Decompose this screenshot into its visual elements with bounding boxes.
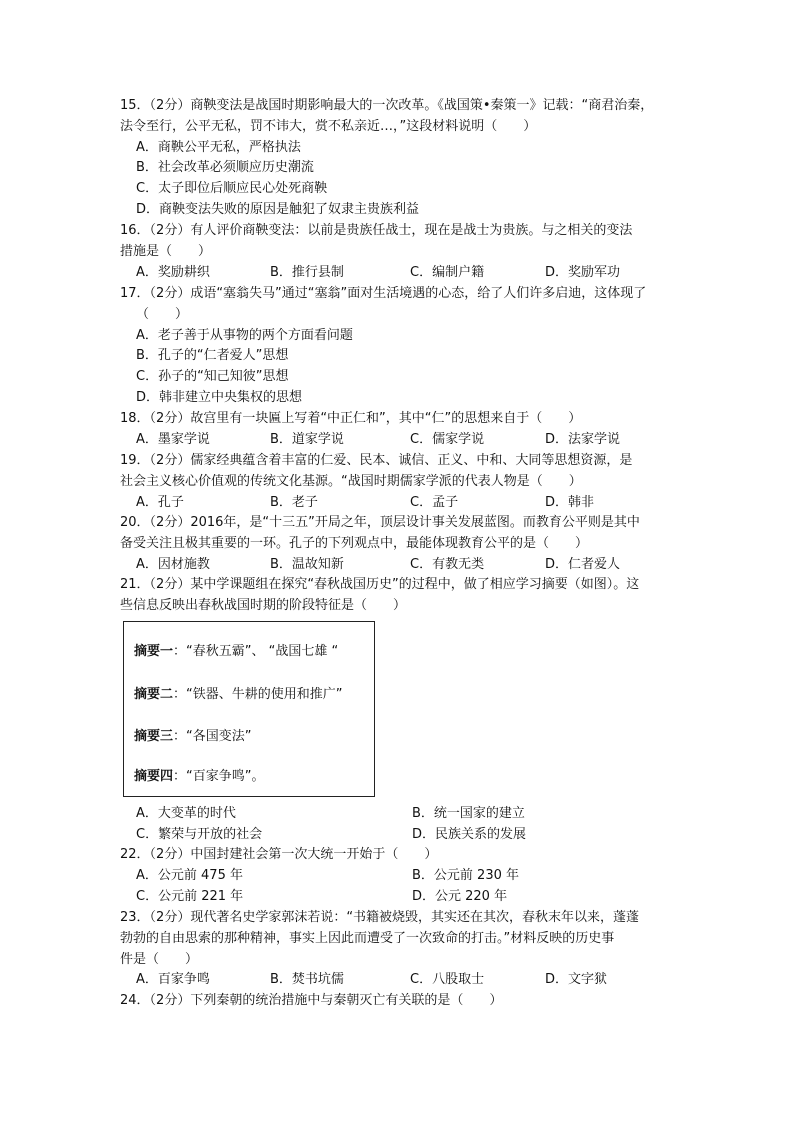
option-a[interactable]: A．孔子 xyxy=(136,494,184,510)
summary-label: 摘要一 xyxy=(134,644,174,659)
option-b[interactable]: B．焚书坑儒 xyxy=(270,972,344,988)
summary-label: 摘要三 xyxy=(134,729,174,744)
option-c[interactable]: C．太子即位后顺应民心处死商鞅 xyxy=(136,181,328,197)
question-stem-line: 20．（2分）2016年，是“十三五”开局之年，顶层设计事关发展蓝图。而教育公平则是其中 xyxy=(120,515,640,530)
question-15 xyxy=(120,96,680,221)
summary-item-4 xyxy=(134,765,265,784)
options-row xyxy=(120,555,680,576)
question-stem-line: 法令至行，公平无私，罚不讳大，赏不私亲近…，”这段材料说明（ ） xyxy=(120,118,537,134)
question-stem-line: 15．（2分）商鞅变法是战国时期影响最大的一次改革。《战国策•秦策一》记载：“商君治秦， xyxy=(120,98,654,113)
question-stem-line: 22．（2分）中国封建社会第一次大统一开始于（ ） xyxy=(120,847,438,862)
options-row xyxy=(120,970,680,991)
options-row xyxy=(120,430,680,451)
option-d[interactable]: D．仁者爱人 xyxy=(545,556,621,572)
option-c[interactable]: C．八股取士 xyxy=(410,972,485,988)
option-d[interactable]: D．民族关系的发展 xyxy=(412,826,527,842)
question-stem-line: 备受关注且极其重要的一环。孔子的下列观点中，最能体现教育公平的是（ ） xyxy=(120,535,589,551)
question-17 xyxy=(120,284,680,409)
question-stem-line: 措施是（ ） xyxy=(120,243,212,259)
option-c[interactable]: C．繁荣与开放的社会 xyxy=(136,826,263,842)
summary-label: 摘要四 xyxy=(134,769,174,784)
question-stem-line: 勃勃的自由思索的那种精神，事实上因此而遭受了一次致命的打击。”材料反映的历史事 xyxy=(120,930,615,946)
option-d[interactable]: D．奖励军功 xyxy=(545,264,621,280)
summary-item-1 xyxy=(134,640,338,659)
options-row xyxy=(120,493,680,514)
option-d[interactable]: D．商鞅变法失败的原因是触犯了奴隶主贵族利益 xyxy=(136,201,420,217)
option-a[interactable]: A．老子善于从事物的两个方面看问题 xyxy=(136,327,353,343)
question-22 xyxy=(120,845,680,907)
option-b[interactable]: B．道家学说 xyxy=(270,431,344,447)
question-stem-line: 23．（2分）现代著名史学家郭沫若说：“书籍被烧毁，其实还在其次，春秋末年以来，蓬蓬 xyxy=(120,910,640,925)
summary-label: 摘要二 xyxy=(134,687,174,702)
question-20 xyxy=(120,513,680,575)
question-stem-line: 18．（2分）故宫里有一块匾上写着“中正仁和”，其中“仁”的思想来自于（ ） xyxy=(120,411,582,426)
options-row xyxy=(120,866,680,887)
question-stem-line: 些信息反映出春秋战国时期的阶段特征是（ ） xyxy=(120,597,407,613)
question-21 xyxy=(120,575,680,617)
question-stem-line: （ ） xyxy=(136,306,189,322)
question-stem-line: 社会主义核心价值观的传统文化基源。“战国时期儒家学派的代表人物是（ ） xyxy=(120,473,582,489)
question-stem-line: 件是（ ） xyxy=(120,951,199,967)
option-b[interactable]: B．统一国家的建立 xyxy=(412,806,525,821)
summary-text: ：“铁器、牛耕的使用和推广” xyxy=(173,687,343,702)
options-row xyxy=(120,804,680,825)
option-d[interactable]: D．法家学说 xyxy=(545,431,621,447)
summary-text: ：“春秋五霸”、 “战国七雄 “ xyxy=(173,644,339,659)
question-16 xyxy=(120,221,680,283)
summary-item-3 xyxy=(134,725,252,744)
option-c[interactable]: C．有教无类 xyxy=(410,556,485,572)
options-row xyxy=(120,263,680,284)
question-24 xyxy=(120,991,680,1012)
options-row xyxy=(120,825,680,846)
question-stem-line: 21．（2分）某中学课题组在探究“春秋战国历史”的过程中，做了相应学习摘要（如图）。这 xyxy=(120,577,640,592)
summary-text: ：“百家争鸣”。 xyxy=(173,769,265,784)
question-stem-line: 16．（2分）有人评价商鞅变法：以前是贵族任战士，现在是战士为贵族。与之相关的变法 xyxy=(120,223,633,238)
question-21-options xyxy=(120,804,680,846)
option-b[interactable]: B．温故知新 xyxy=(270,556,344,572)
option-c[interactable]: C．儒家学说 xyxy=(410,431,485,447)
option-d[interactable]: D．文字狱 xyxy=(545,972,608,988)
question-stem-line: 17．（2分）成语“塞翁失马”通过“塞翁”面对生活境遇的心态，给了人们许多启迪，这体现了 xyxy=(120,286,647,301)
option-b[interactable]: B．老子 xyxy=(270,494,318,510)
question-stem-line: 24．（2分）下列秦朝的统治措施中与秦朝灭亡有关联的是（ ） xyxy=(120,993,503,1008)
option-d[interactable]: D．韩非建立中央集权的思想 xyxy=(136,389,303,405)
option-c[interactable]: C．编制户籍 xyxy=(410,264,485,280)
option-a[interactable]: A．百家争鸣 xyxy=(136,972,210,988)
option-b[interactable]: B．社会改革必须顺应历史潮流 xyxy=(136,160,314,176)
option-a[interactable]: A．因材施教 xyxy=(136,556,210,572)
option-a[interactable]: A．公元前 475 年 xyxy=(136,867,243,883)
option-a[interactable]: A．奖励耕织 xyxy=(136,264,210,280)
option-c[interactable]: C．孙子的“知己知彼”思想 xyxy=(136,369,289,385)
option-b[interactable]: B．公元前 230 年 xyxy=(412,867,519,883)
option-b[interactable]: B．推行县制 xyxy=(270,264,344,280)
option-d[interactable]: D．韩非 xyxy=(545,494,595,510)
summary-figure-box xyxy=(123,621,375,797)
summary-text: ：“各国变法” xyxy=(173,729,252,744)
option-d[interactable]: D．公元 220 年 xyxy=(412,888,508,904)
question-18 xyxy=(120,409,680,451)
question-19 xyxy=(120,451,680,513)
option-a[interactable]: A．墨家学说 xyxy=(136,431,210,447)
option-a[interactable]: A．商鞅公平无私，严格执法 xyxy=(136,139,301,155)
options-row xyxy=(120,887,680,908)
question-23 xyxy=(120,908,680,991)
option-c[interactable]: C．孟子 xyxy=(410,494,459,510)
option-a[interactable]: A．大变革的时代 xyxy=(136,806,236,821)
summary-item-2 xyxy=(134,683,343,702)
question-stem-line: 19．（2分）儒家经典蕴含着丰富的仁爱、民本、诚信、正义、中和、大同等思想资源，是 xyxy=(120,453,633,468)
option-c[interactable]: C．公元前 221 年 xyxy=(136,888,244,904)
option-b[interactable]: B．孔子的“仁者爱人”思想 xyxy=(136,348,289,364)
